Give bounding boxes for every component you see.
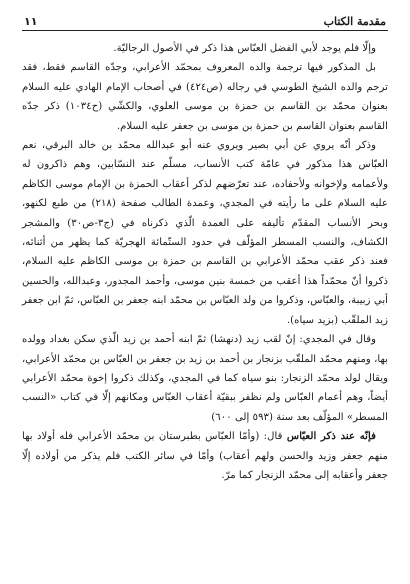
paragraph: وإلّا فلم يوجد لأبي الفضل العبّاس هذا ذكر في الأصول الرجاليّة. bbox=[113, 43, 376, 54]
page-number: ١١ bbox=[24, 15, 38, 28]
paragraph-rest: قال: (وأمّا العبّاس بطبرستان بن محمّد الأعرابي فله أولاد بها منهم جعفر وزيد والحسن ولهم أعقاب) وأمّا في سائر الكتب فلم يذكر من أولاده إلّا جعفر وأعقابه إلى محمّد الزنجار كما مرّ. bbox=[22, 431, 388, 481]
page-header-title: مقدمة الكتاب bbox=[323, 15, 386, 28]
paragraph: وقال في المجدي: إنّ لقب زيد (دنهشا) ثمّ ابنه أحمد بن زيد الّذي سكن بغداد وولده بها، ومنهم محمّد الملقّب بزنجار بن أحمد بن زيد بن جعفر بن العبّاس بن محمّد الأعرابي، ويقال لولد محمّد الزنجار: بنو سياه كما في المجدي، وكذلك ذكروا إخوة محمّد الأعرابي أيضاً، وهم أعمام العبّاس ولم نظفر ببقيّة أعقاب العبّاس ومكانهم إلّا في كتاب «النسب المسطر» المؤلّف بعد سنة (٥٩٣ إلى ٦٠٠) bbox=[22, 334, 388, 423]
paragraph-last bbox=[22, 427, 388, 485]
paragraph-lead-bold: فإنّه عند ذكر العبّاس bbox=[286, 430, 376, 443]
page-header bbox=[22, 8, 388, 31]
paragraph: بل المذكور فيها ترجمة والده المعروف بمحمّد الأعرابي، وجدّه القاسم فقط، فقد ترجم والده الشيخ الطوسي في رجاله (ص٤٢٤) في أصحاب الإمام الهادي عليه السلام بعنوان محمّد بن القاسم بن حمزة بن موسى العلوي، والكشّي (ح١٠٣٤) ذكر جدّه القاسم بعنوان القاسم بن حمزة بن موسى بن جعفر عليه السلام. bbox=[22, 62, 389, 132]
page-body bbox=[22, 39, 388, 485]
paragraph: وذكر أنّه يروي عن أبي بصير ويروي عنه أبو عبدالله محمّد بن خالد البرقي، نعم العبّاس هذا مذكور في عامّة كتب الأنساب، مسلّم عند النسّابين، وهم ذاكرون له ولأعمامه ولإخوانه ولأحفاده، عند تعرّضهم لذكر أعقاب الحمزة بن الإمام موسى الكاظم عليه السلام على ما رأيته في المجدي، وعمدة الطالب صفحة (٢١٨) من طبع لكنهو، وبحر الأنساب المقدّم تأليفه على العمدة الّذي ذكرناه في (ج٣-ص٣٠) والمشجر الكشاف، والنسب المسطر المؤلّف في حدود الستّمائة الهجريّة كما يظهر من أثنائه، فعند ذكر عقب محمّد الأعرابي بن القاسم بن حمزة بن موسى الكاظم عليه السلام، ذكروا أنّ محمّداً هذا أعقب من خمسة بنين موسى، وأحمد المجدور، وعبدالله، والحسين أبي زبيبة، والعبّاس، وذكروا من ولد العبّاس بن محمّد ابنه جعفر بن العبّاس، ثمّ ابن جعفر زيد الملقّب (بزيد سياه). bbox=[22, 140, 388, 326]
